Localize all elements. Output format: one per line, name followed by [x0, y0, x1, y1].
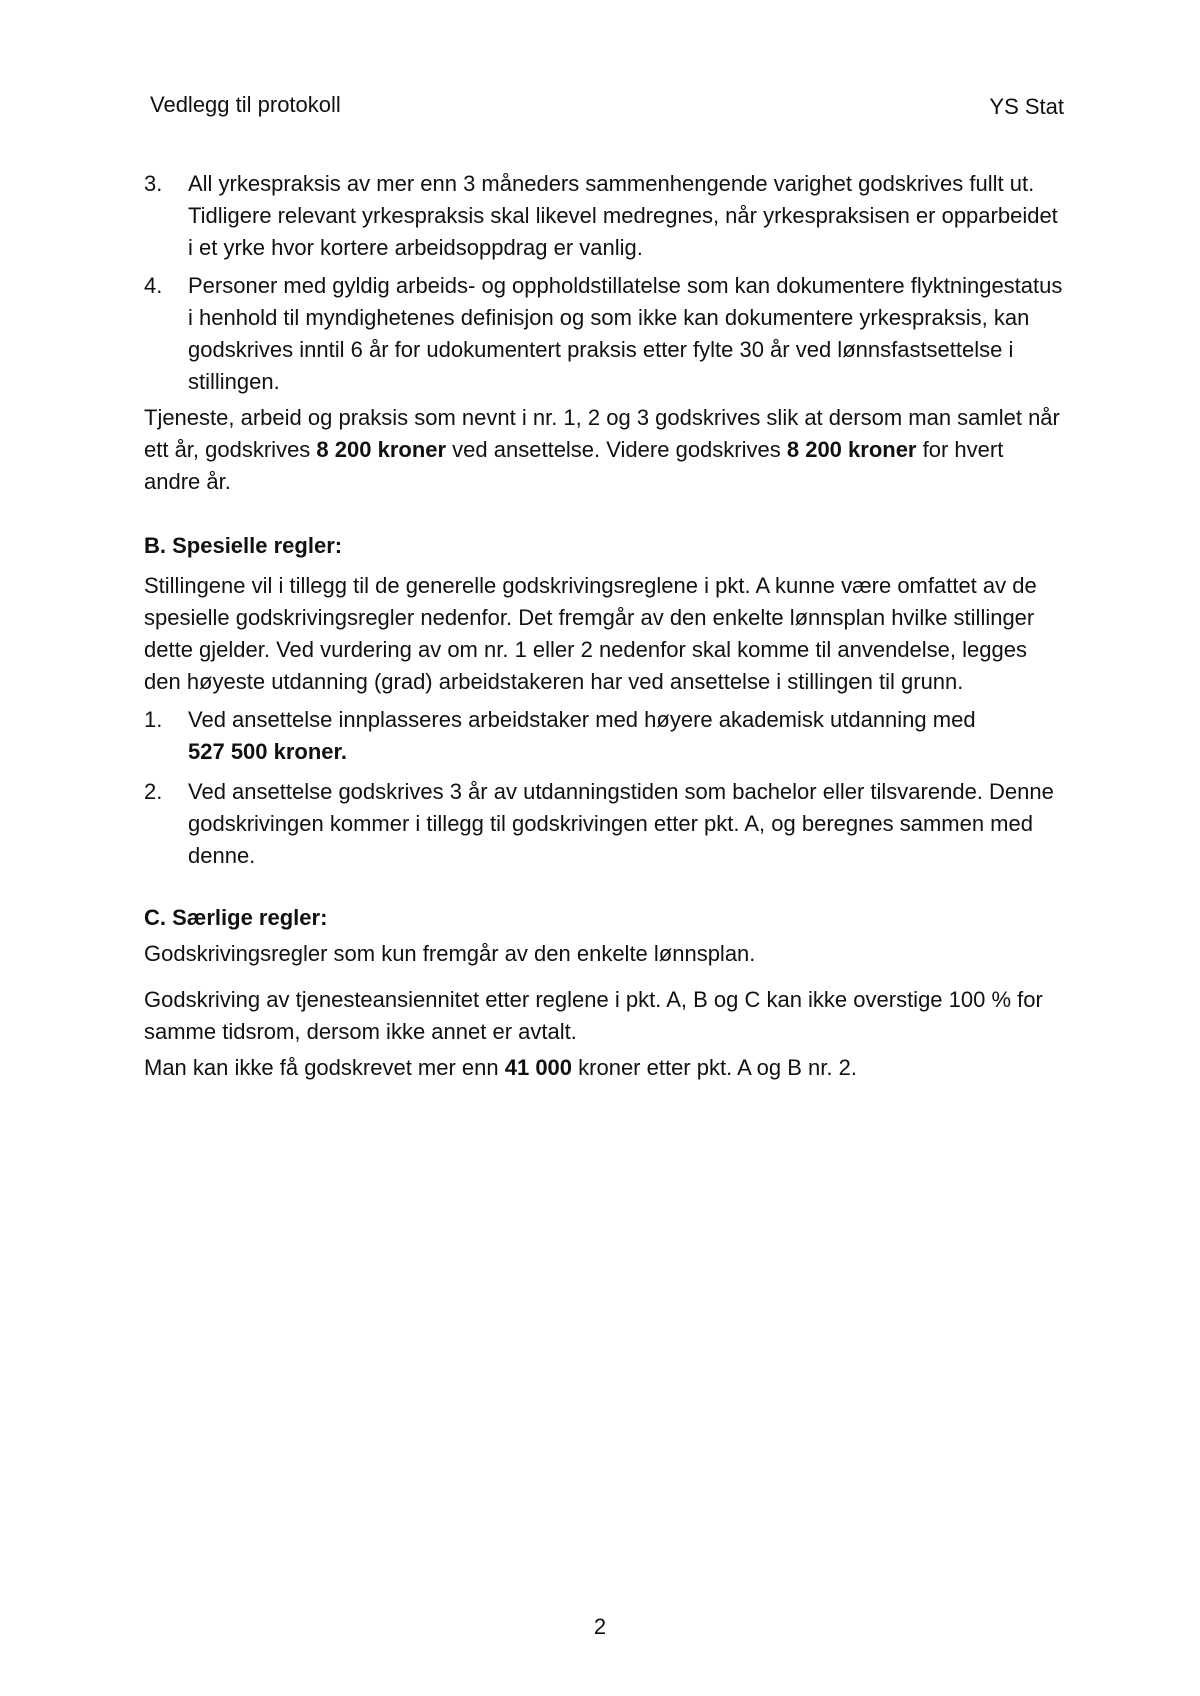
section-c-heading: C. Særlige regler:	[144, 905, 328, 930]
section-c-line3	[144, 1052, 1064, 1084]
list-item-b1	[144, 704, 1064, 768]
list-text	[188, 704, 1064, 768]
section-c-line1: Godskrivingsregler som kun fremgår av den enkelte lønnsplan.	[144, 941, 756, 966]
list-item-b2	[144, 776, 1064, 872]
summary-paragraph	[144, 402, 1064, 498]
page-number: 2	[593, 1614, 607, 1639]
list-number: 4.	[144, 273, 163, 298]
amount-bold: 41 000	[504, 1055, 573, 1080]
line-text: Man kan ikke få godskrevet mer enn	[144, 1055, 505, 1080]
amount-bold: 527 500 kroner.	[188, 739, 348, 764]
item-text: Ved ansettelse innplasseres arbeidstaker med høyere akademisk utdanning med	[188, 707, 976, 732]
section-b-heading: B. Spesielle regler:	[144, 533, 343, 558]
header-left: Vedlegg til protokoll	[150, 92, 341, 117]
list-item-3	[144, 168, 1064, 264]
line-text: kroner etter pkt. A og B nr. 2.	[572, 1055, 857, 1080]
list-text: Ved ansettelse godskrives 3 år av utdanningstiden som bachelor eller tilsvarende. Denne godskrivingen kommer i tillegg til godskrivingen etter pkt. A, og beregnes sammen med denne.	[188, 779, 1054, 868]
list-number: 2.	[144, 779, 163, 804]
list-text: All yrkespraksis av mer enn 3 måneders sammenhengende varighet godskrives fullt ut. Tidligere relevant yrkespraksis skal likevel medregnes, når yrkespraksisen er opparbeidet i et yrke hvor kortere arbeidsoppdrag er vanlig.	[188, 171, 1058, 260]
section-c-line2: Godskriving av tjenesteansiennitet etter reglene i pkt. A, B og C kan ikke overstige 100 % for samme tidsrom, dersom ikke annet er avtalt.	[144, 987, 1043, 1044]
amount-bold: 8 200 kroner	[786, 437, 917, 462]
list-text: Personer med gyldig arbeids- og oppholdstillatelse som kan dokumentere flyktningestatus i henhold til myndighetenes definisjon og som ikke kan dokumentere yrkespraksis, kan godskrives inntil 6 år for udokumentert praksis etter fylte 30 år ved lønnsfastsettelse i stillingen.	[188, 273, 1063, 394]
list-number: 1.	[144, 707, 163, 732]
section-b-intro: Stillingene vil i tillegg til de generelle godskrivingsreglene i pkt. A kunne være omfattet av de spesielle godskrivingsregler nedenfor. Det fremgår av den enkelte lønnsplan hvilke stillinger dette gjelder. Ved vurdering av om nr. 1 eller 2 nedenfor skal komme til anvendelse, legges den høyeste utdanning (grad) arbeidstakeren har ved ansettelse i stillingen til grunn.	[144, 573, 1037, 694]
list-item-4	[144, 270, 1064, 398]
summary-text: ved ansettelse. Videre godskrives	[446, 437, 787, 462]
header-right: YS Stat	[989, 94, 1064, 119]
summary-text: for hvert andre år.	[144, 437, 1004, 494]
list-number: 3.	[144, 171, 163, 196]
amount-bold: 8 200 kroner	[316, 437, 447, 462]
summary-text: Tjeneste, arbeid og praksis som nevnt i nr. 1, 2 og 3 godskrives slik at dersom man samlet når ett år, godskrives	[144, 405, 1060, 462]
